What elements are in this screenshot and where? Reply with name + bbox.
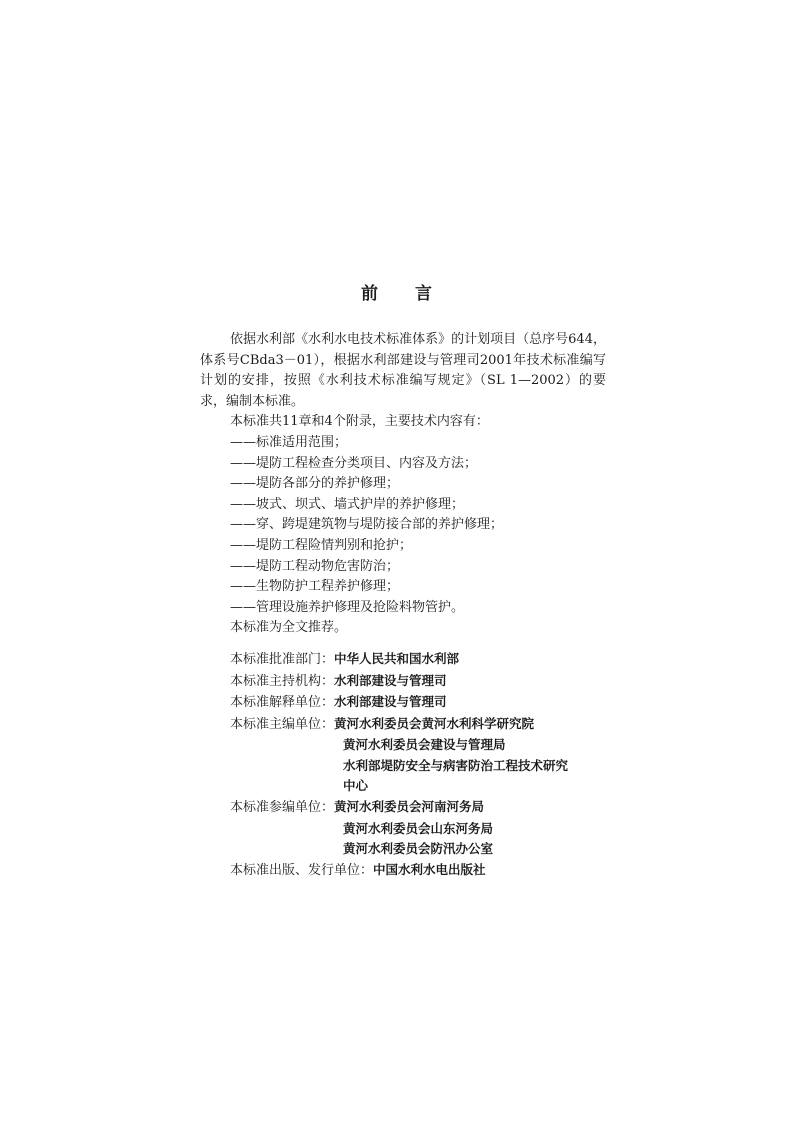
- intro-paragraph: 依据水利部《水利水电技术标准体系》的计划项目（总序号644，体系号CBda3－01），根据水利部建设与管理司2001年技术标准编写计划的安排，按照《水利技术标准编写规定》（SL 1—2002）的要求，编制本标准。: [200, 332, 606, 409]
- approve-row: [200, 649, 606, 671]
- list-item: ——堤防工程动物危害防治；: [230, 558, 400, 574]
- recommend-line: 本标准为全文推荐。: [230, 620, 348, 636]
- interpret-value: 水利部建设与管理司: [334, 694, 447, 710]
- title-char-2: 言: [415, 284, 433, 304]
- list-item: ——堤防工程险情判别和抢护；: [230, 537, 413, 553]
- list-item: ——穿、跨堤建筑物与堤防接合部的养护修理；: [230, 517, 504, 533]
- approve-label: 本标准批准部门：: [230, 651, 335, 667]
- summary-line: 本标准共11章和4个附录，主要技术内容有：: [230, 414, 489, 430]
- host-label: 本标准主持机构：: [230, 673, 335, 689]
- list-item: ——管理设施养护修理及抢险料物管护。: [230, 599, 465, 615]
- participate-row: [200, 797, 606, 860]
- document-body: [200, 330, 606, 881]
- participate-value-3: 黄河水利委员会防汛办公室: [343, 841, 494, 857]
- participate-value-2: 黄河水利委员会山东河务局: [343, 820, 494, 836]
- chief-value-2: 黄河水利委员会建设与管理局: [343, 737, 506, 753]
- list-item: ——坡式、坝式、墙式护岸的养护修理；: [230, 496, 465, 512]
- participate-label: 本标准参编单位：: [230, 800, 335, 816]
- list-item: ——堤防各部分的养护修理；: [230, 476, 400, 492]
- chief-value-3: 水利部堤防安全与病害防治工程技术研究: [343, 757, 569, 773]
- publish-label: 本标准出版、发行单位：: [230, 862, 374, 878]
- list-item: ——生物防护工程养护修理；: [230, 579, 400, 595]
- title-char-1: 前: [361, 284, 379, 304]
- chief-value-4: 中心: [343, 778, 369, 794]
- interpret-row: [200, 692, 606, 714]
- host-value: 水利部建设与管理司: [334, 672, 447, 688]
- host-row: [200, 671, 606, 693]
- chief-value-1: 黄河水利委员会黄河水利科学研究院: [334, 715, 535, 731]
- list-item: ——堤防工程检查分类项目、内容及方法；: [230, 455, 478, 471]
- publish-row: [200, 860, 606, 882]
- interpret-label: 本标准解释单位：: [230, 695, 335, 711]
- approve-value: 中华人民共和国水利部: [334, 650, 460, 666]
- publish-value: 中国水利水电出版社: [373, 861, 486, 877]
- page-title: [0, 279, 794, 304]
- participate-value-1: 黄河水利委员会河南河务局: [334, 799, 485, 815]
- chief-label: 本标准主编单位：: [230, 716, 335, 732]
- chief-row: [200, 714, 606, 797]
- list-item: ——标准适用范围；: [230, 434, 348, 450]
